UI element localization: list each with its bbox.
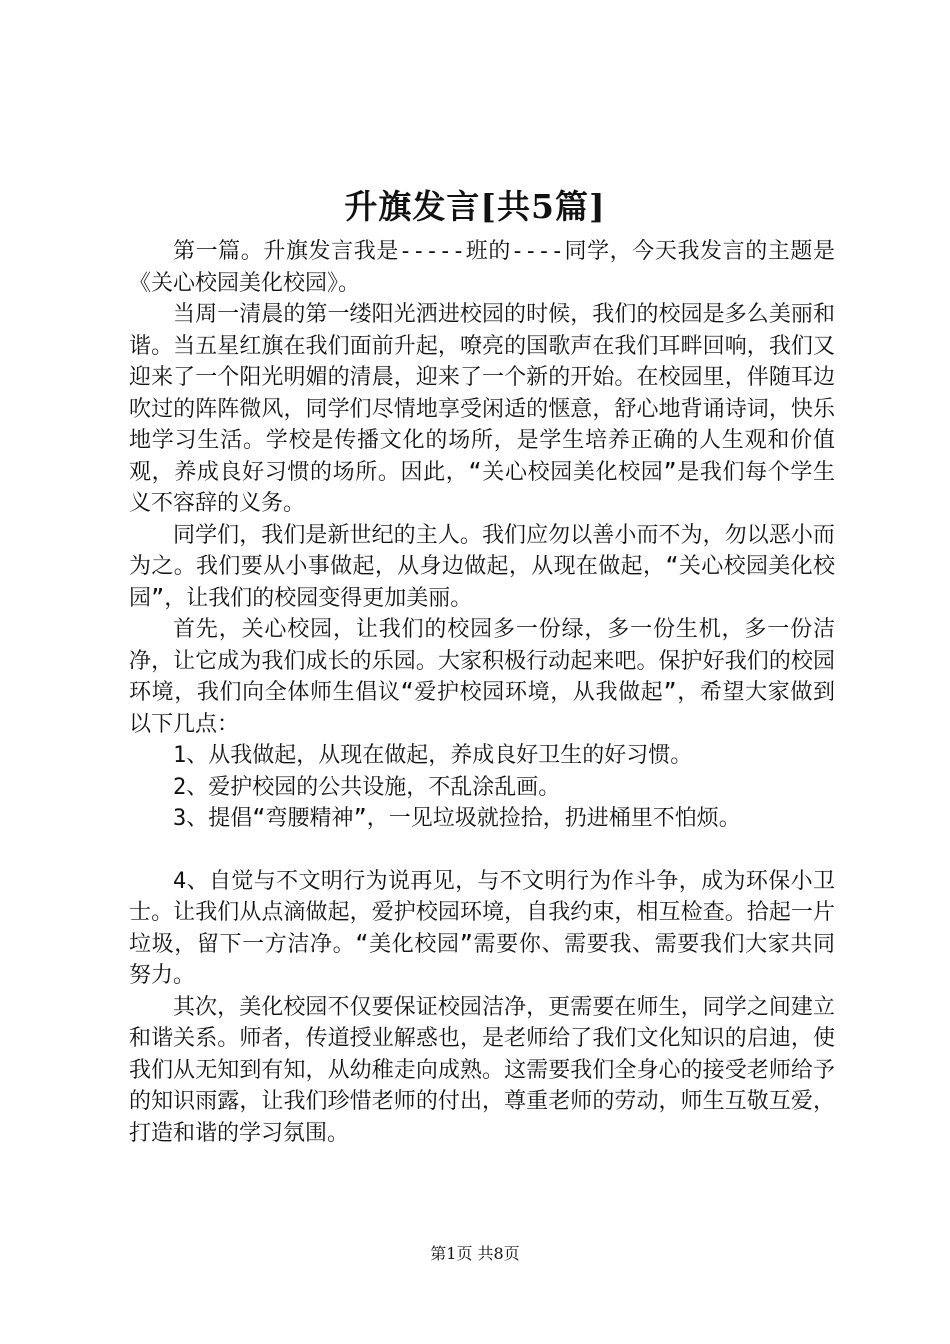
document-title: 升旗发言[共5篇]: [344, 187, 606, 226]
page-footer: 第1页 共8页: [430, 1244, 520, 1263]
paragraph-intro: 第一篇。升旗发言我是-----班的----同学，今天我发言的主题是《关心校园美化校园》。: [129, 239, 835, 296]
paragraph-morning: 当周一清晨的第一缕阳光洒进校园的时候，我们的校园是多么美丽和谐。当五星红旗在我们面前升起，嘹亮的国歌声在我们耳畔回响，我们又迎来了一个阳光明媚的清晨，迎来了一个新的开始。在校园里，伴随耳边吹过的阵阵微风，同学们尽情地享受闲适的惬意，舒心地背诵诗词，快乐地学习生活。学校是传播文化的场所，是学生培养正确的人生观和价值观，养成良好习惯的场所。因此，“关心校园美化校园”是我们每个学生义不容辞的义务。: [129, 302, 835, 516]
paragraph-first: 首先，关心校园，让我们的校园多一份绿，多一份生机，多一份洁净，让它成为我们成长的乐园。大家积极行动起来吧。保护好我们的校园环境，我们向全体师生倡议“爱护校园环境，从我做起”，希望大家做到以下几点：: [129, 617, 835, 737]
paragraph-second: 其次，美化校园不仅要保证校园洁净，更需要在师生，同学之间建立和谐关系。师者，传道授业解惑也，是老师给了我们文化知识的启迪，使我们从无知到有知，从幼稚走向成熟。这需要我们全身心的接受老师给予的知识雨露，让我们珍惜老师的付出，尊重老师的劳动，师生互敬互爱，打造和谐的学习氛围。: [129, 994, 835, 1146]
list-item: 3、提倡“弯腰精神”，一见垃圾就捡拾，扔进桶里不怕烦。: [173, 806, 741, 831]
paragraph-classmates: 同学们，我们是新世纪的主人。我们应勿以善小而不为，勿以恶小而为之。我们要从小事做起，从身边做起，从现在做起，“关心校园美化校园”，让我们的校园变得更加美丽。: [129, 522, 835, 611]
list-item: 2、爱护校园的公共设施，不乱涂乱画。: [173, 774, 561, 800]
list-item: 1、从我做起，从现在做起，养成良好卫生的好习惯。: [173, 743, 693, 768]
document-body: [129, 236, 835, 1149]
paragraph-item-four: 4、自觉与不文明行为说再见，与不文明行为作斗争，成为环保小卫士。让我们从点滴做起，爱护校园环境，自我约束，相互检查。拾起一片垃圾，留下一方洁净。“美化校园”需要你、需要我、需要我们大家共同努力。: [129, 868, 835, 988]
